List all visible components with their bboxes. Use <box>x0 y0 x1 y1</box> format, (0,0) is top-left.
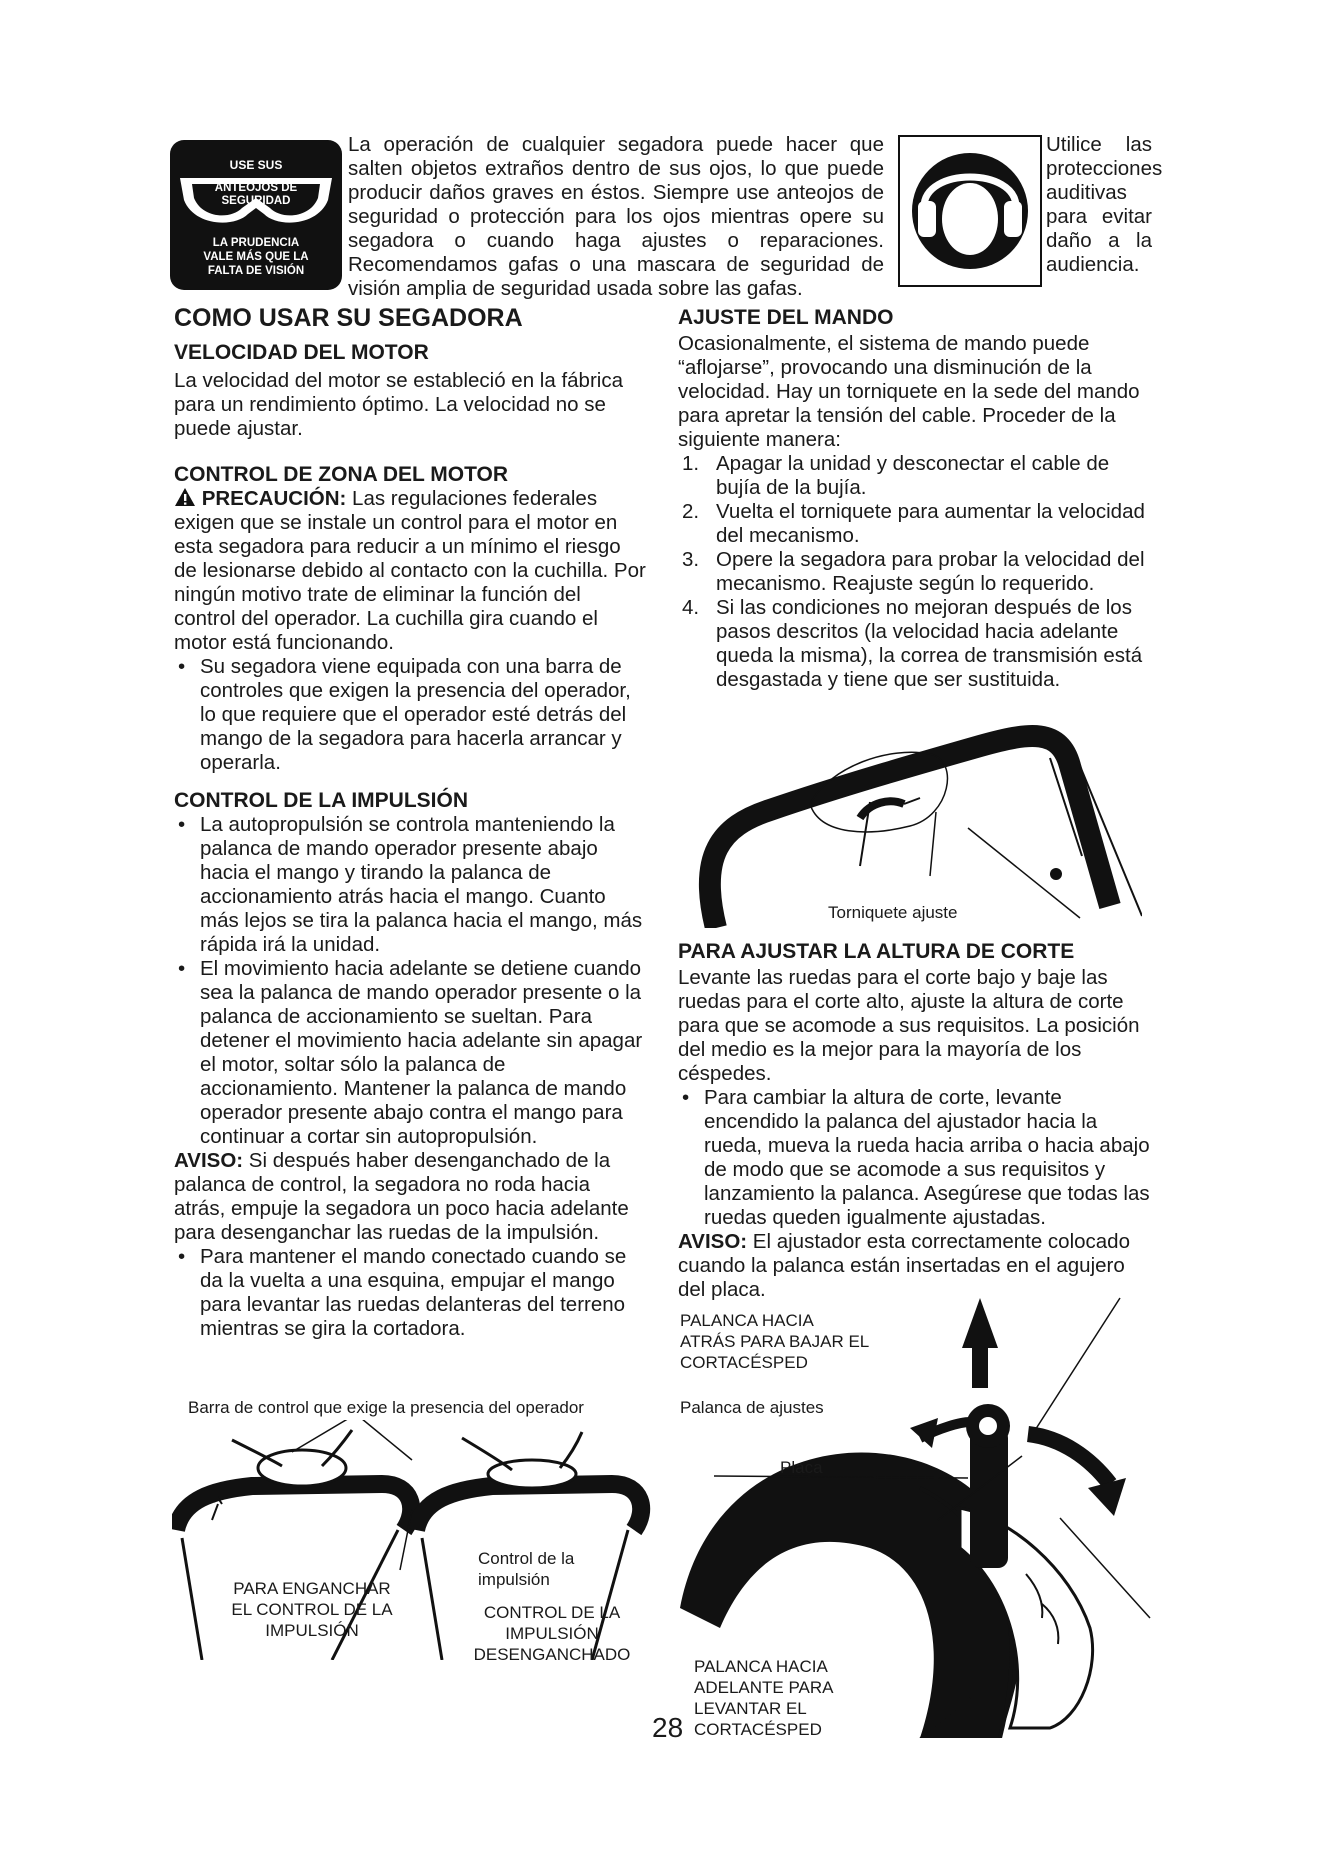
label-plate: Placa <box>780 1458 823 1477</box>
badge-line: VALE MÁS QUE LA <box>203 251 309 263</box>
step-number: 4. <box>682 596 700 619</box>
page-number: 28 <box>652 1712 684 1743</box>
aviso-text: El ajustador esta correctamente colocado cuando la palanca están insertadas en el agujero del placa. <box>678 1230 1130 1301</box>
label-engage: PARA ENGANCHAR EL CONTROL DE LA IMPULSIÓN <box>231 1579 393 1640</box>
step-number: 3. <box>682 548 700 571</box>
label-back-lower: PALANCA HACIA ATRÁS PARA BAJAR EL CORTACÉSPED <box>680 1311 869 1372</box>
step-text: Opere la segadora para probar la velocidad del mecanismo. Reajuste según lo requerido. <box>716 548 1145 595</box>
handle-adjuster-figure <box>690 706 1142 928</box>
list-item <box>678 596 1154 692</box>
badge-line: USE SUS <box>229 158 283 172</box>
goggles-icon <box>178 174 334 230</box>
right-column-lower <box>678 940 1154 1302</box>
step-text: Vuelta el torniquete para aumentar la velocidad del mecanismo. <box>716 500 1145 547</box>
list-item <box>678 548 1154 596</box>
warning-triangle-icon <box>174 487 196 507</box>
aviso-label: AVISO: <box>174 1149 244 1172</box>
step-text: Apagar la unidad y desconectar el cable de bujía de la bujía. <box>716 452 1110 499</box>
ajuste-text: Ocasionalmente, el sistema de mando puede “aflojarse”, provocando una disminución de la velocidad. Hay un torniquete en la sede del mando para apretar la tensión del cable. Proceder de la siguiente manera: <box>678 332 1140 451</box>
badge-line: FALTA DE VISIÓN <box>207 265 305 277</box>
safety-glasses-badge <box>170 140 342 290</box>
right-column <box>678 306 1154 692</box>
final-bullet-list <box>174 1245 646 1341</box>
precaucion-text: Las regulaciones federales exigen que se instale un control para el motor en esta segadora para reducir a un mínimo el riesgo de lesionarse debido al contacto con la cuchilla. Por ningún motivo trate de eliminar la función del control del operador. La cuchilla gira cuando el motor está funcionando. <box>174 487 646 654</box>
ajuste-heading: AJUSTE DEL MANDO <box>678 306 894 329</box>
aviso-text: Si después haber desenganchado de la palanca de control, la segadora no roda hacia atrás, empuje la segadora un poco hacia adelante para desenganchar las ruedas de la impulsión. <box>174 1149 629 1244</box>
left-column <box>174 304 646 1341</box>
label-adjust-lever: Palanca de ajustes <box>680 1398 824 1417</box>
velocidad-heading: VELOCIDAD DEL MOTOR <box>174 341 429 364</box>
precaucion-paragraph <box>174 487 646 655</box>
impulsion-heading: CONTROL DE LA IMPULSIÓN <box>174 789 468 812</box>
ajuste-steps <box>678 452 1154 692</box>
list-item: • La autopropulsión se controla manteniendo la palanca de mando operador presente abajo hacia el mango y tirando la palanca de accionamiento atrás hacia el mango. Cuanto más lejos se tira la palanca hacia el mango, más rápida irá la unidad. <box>174 813 646 957</box>
list-item: • Para cambiar la altura de corte, levante encendido la palanca del ajustador hacia la rueda, mueva la rueda hacia arriba o hacia abajo de modo que se acomode a sus requisitos y lanzamiento la palanca. Asegúrese que todas las ruedas queden igualmente ajustadas. <box>678 1086 1154 1230</box>
altura-bullet-list <box>678 1086 1154 1230</box>
zona-bullet-list <box>174 655 646 775</box>
badge-line: ANTEOJOS DE <box>214 182 298 194</box>
list-item: • Su segadora viene equipada con una barra de controles que exigen la presencia del operador, lo que requiere que el operador esté detrás del mango de la segadora para hacerla arrancar y operarla. <box>174 655 646 775</box>
impulsion-bullet-list <box>174 813 646 1149</box>
label-control-impulsion: Control de la impulsión <box>478 1549 575 1589</box>
aviso-label: AVISO: <box>678 1230 748 1253</box>
altura-heading: PARA AJUSTAR LA ALTURA DE CORTE <box>678 940 1075 963</box>
eye-protection-text: La operación de cualquier segadora puede hacer que salten objetos extraños dentro de sus ojos, lo que puede producir daños graves en éstos. Siempre use anteojos de seguridad o protección para los ojos mientras opere su segadora o cuando haga ajustes o reparaciones. Recomendamos gafas o una mascara de seguridad de visión amplia de seguridad usada sobre las gafas. <box>348 133 884 300</box>
precaucion-label: PRECAUCIÓN: <box>201 487 347 510</box>
list-item <box>678 500 1154 548</box>
list-item: • Para mantener el mando conectado cuando se da la vuelta a una esquina, empujar el mango para levantar las ruedas delanteras del terreno mientras se gira la cortadora. <box>174 1245 646 1341</box>
badge-line: SEGURIDAD <box>221 195 291 207</box>
list-item <box>678 452 1154 500</box>
label-forward-raise: PALANCA HACIA ADELANTE PARA LEVANTAR EL CORTACÉSPED <box>694 1657 833 1739</box>
step-text: Si las condiciones no mejoran después de los pasos descritos (la velocidad hacia adelante queda la misma), la correa de transmisión está desgastada y tiene que ser sustituida. <box>716 596 1143 691</box>
badge-line: LA PRUDENCIA <box>212 237 300 249</box>
velocidad-text: La velocidad del motor se estableció en la fábrica para un rendimiento óptimo. La velocidad no se puede ajustar. <box>174 369 623 440</box>
aviso-paragraph <box>174 1149 646 1245</box>
ear-protection-icon <box>898 135 1042 287</box>
zona-heading: CONTROL DE ZONA DEL MOTOR <box>174 463 509 486</box>
section-title: COMO USAR SU SEGADORA <box>174 304 523 332</box>
figure-caption: Barra de control que exige la presencia del operador <box>188 1398 584 1417</box>
torniquete-label: Torniquete ajuste <box>828 903 958 922</box>
step-number: 2. <box>682 500 700 523</box>
altura-text: Levante las ruedas para el corte bajo y baje las ruedas para el corte alto, ajuste la altura de corte para que se acomode a sus requisitos. La posición del medio es la mejor para la mayoría de los céspedes. <box>678 966 1140 1085</box>
step-number: 1. <box>682 452 700 475</box>
ear-protection-text: Utilice las protecciones auditivas para evitar daño a la audiencia. <box>1046 133 1163 276</box>
list-item: • El movimiento hacia adelante se detiene cuando sea la palanca de mando operador presente o la palanca de accionamiento se sueltan. Para detener el movimiento hacia adelante sin apagar el motor, soltar sólo la palanca de accionamiento. Mantener la palanca de mando operador presente abajo contra el mango para continuar a cortar sin autopropulsión. <box>174 957 646 1149</box>
label-disengaged: CONTROL DE LA IMPULSIÓN DESENGANCHADO <box>473 1603 631 1664</box>
